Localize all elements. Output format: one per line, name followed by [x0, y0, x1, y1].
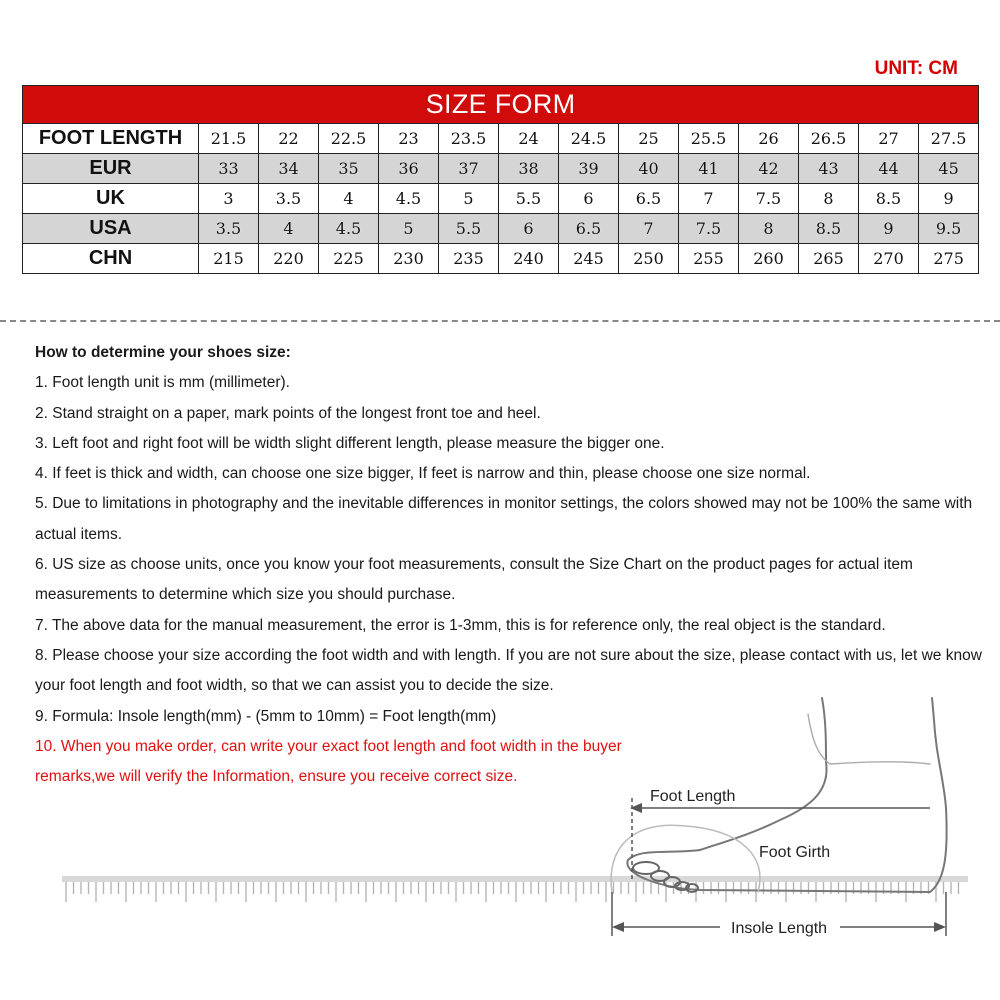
size-value: 41	[698, 159, 719, 178]
size-row-foot-length	[23, 124, 979, 154]
size-cell	[739, 184, 799, 214]
dashed-divider	[0, 320, 1000, 322]
size-cell	[259, 124, 319, 154]
table-title: SIZE FORM	[23, 86, 979, 124]
size-cell	[799, 244, 859, 274]
size-cell	[739, 154, 799, 184]
size-cell	[319, 214, 379, 244]
size-value: 265	[813, 249, 844, 268]
size-value: 7	[703, 189, 714, 208]
size-cell	[739, 244, 799, 274]
size-value: 33	[218, 159, 239, 178]
size-value: 42	[758, 159, 779, 178]
size-cell	[499, 184, 559, 214]
size-cell	[559, 184, 619, 214]
size-value: 23	[398, 129, 419, 148]
size-value: 8	[763, 219, 774, 238]
size-value: 25	[638, 129, 659, 148]
size-cell	[319, 124, 379, 154]
size-value: 9	[943, 189, 954, 208]
size-value: 8	[823, 189, 834, 208]
size-value: 260	[753, 249, 784, 268]
size-cell	[799, 124, 859, 154]
foot-girth-label: Foot Girth	[759, 844, 831, 861]
order-remark-note: 10. When you make order, can write your exact foot length and foot width in the buyer remarks,we will verify the Information, ensure you receive correct size.	[35, 737, 622, 786]
size-cell	[739, 214, 799, 244]
size-value: 240	[513, 249, 544, 268]
size-cell	[199, 244, 259, 274]
size-value: 4.5	[395, 189, 422, 208]
size-value: 3.5	[215, 219, 242, 238]
size-value: 24	[518, 129, 539, 148]
size-row-chn	[23, 244, 979, 274]
size-value: 34	[278, 159, 299, 178]
size-cell	[919, 214, 979, 244]
size-value: 38	[518, 159, 539, 178]
size-value: 6.5	[635, 189, 662, 208]
size-value: 27.5	[930, 129, 967, 148]
size-row-uk	[23, 184, 979, 214]
size-cell	[499, 214, 559, 244]
size-cell	[379, 154, 439, 184]
size-cell	[499, 154, 559, 184]
size-value: 8.5	[815, 219, 842, 238]
size-value: 37	[458, 159, 479, 178]
size-value: 235	[453, 249, 484, 268]
foot-length-label: Foot Length	[650, 788, 736, 805]
size-cell	[679, 154, 739, 184]
size-value: 275	[933, 249, 964, 268]
size-value: 43	[818, 159, 839, 178]
size-cell	[259, 244, 319, 274]
size-cell	[619, 154, 679, 184]
instruction-item: 8. Please choose your size according the foot width and with length. If you are not sure about the size, please contact with us, let we know your foot length and foot width, so that we can assist you to decide the size.	[35, 646, 982, 695]
size-value: 7.5	[755, 189, 782, 208]
size-cell	[919, 244, 979, 274]
size-value: 4	[283, 219, 294, 238]
size-value: 250	[633, 249, 664, 268]
size-cell	[259, 184, 319, 214]
row-label: USA	[23, 214, 199, 244]
size-cell	[439, 154, 499, 184]
unit-label: UNIT: CM	[874, 58, 958, 79]
size-value: 23.5	[450, 129, 487, 148]
size-cell	[559, 124, 619, 154]
size-cell	[199, 184, 259, 214]
size-value: 26	[758, 129, 779, 148]
ruler	[62, 876, 968, 902]
size-cell	[379, 184, 439, 214]
size-cell	[619, 184, 679, 214]
size-value: 39	[578, 159, 599, 178]
size-cell	[919, 154, 979, 184]
size-value: 44	[878, 159, 899, 178]
instructions-heading: How to determine your shoes size:	[35, 344, 291, 361]
size-value: 7	[643, 219, 654, 238]
size-value: 9	[883, 219, 894, 238]
size-cell	[799, 184, 859, 214]
size-cell	[439, 124, 499, 154]
instruction-item: 6. US size as choose units, once you know your foot measurements, consult the Size Chart on the product pages for actual item measurements to determine which size you should purchase.	[35, 556, 913, 604]
size-value: 230	[393, 249, 424, 268]
size-table	[22, 85, 979, 274]
size-row-usa	[23, 214, 979, 244]
size-value: 22.5	[330, 129, 367, 148]
size-value: 36	[398, 159, 419, 178]
size-value: 8.5	[875, 189, 902, 208]
size-value: 9.5	[935, 219, 962, 238]
size-cell	[259, 154, 319, 184]
size-value: 40	[638, 159, 659, 178]
size-cell	[859, 244, 919, 274]
size-cell	[679, 124, 739, 154]
size-cell	[199, 154, 259, 184]
foot-length-arrow	[630, 798, 930, 880]
size-cell	[739, 124, 799, 154]
size-cell	[799, 154, 859, 184]
size-cell	[859, 214, 919, 244]
size-cell	[559, 244, 619, 274]
size-cell	[619, 124, 679, 154]
size-cell	[919, 124, 979, 154]
size-value: 22	[278, 129, 299, 148]
size-value: 4.5	[335, 219, 362, 238]
size-value: 25.5	[690, 129, 727, 148]
size-value: 5.5	[455, 219, 482, 238]
size-value: 245	[573, 249, 604, 268]
size-value: 6	[523, 219, 534, 238]
size-value: 35	[338, 159, 359, 178]
size-value: 45	[938, 159, 959, 178]
instruction-item: 9. Formula: Insole length(mm) - (5mm to 10mm) = Foot length(mm)	[35, 707, 497, 725]
size-cell	[559, 154, 619, 184]
size-cell	[499, 124, 559, 154]
size-value: 225	[333, 249, 364, 268]
size-cell	[499, 244, 559, 274]
size-cell	[679, 184, 739, 214]
instruction-item: 5. Due to limitations in photography and the inevitable differences in monitor settings, the colors showed may not be 100% the same with actual items.	[35, 495, 973, 543]
instruction-item: 1. Foot length unit is mm (millimeter).	[35, 374, 290, 392]
foot-measurement-diagram	[0, 680, 1000, 1000]
size-value: 5	[463, 189, 474, 208]
instruction-item: 4. If feet is thick and width, can choose one size bigger, If feet is narrow and thin, please choose one size normal.	[35, 465, 811, 483]
row-label: CHN	[23, 244, 199, 274]
size-cell	[379, 214, 439, 244]
size-cell	[199, 124, 259, 154]
size-cell	[439, 244, 499, 274]
size-value: 255	[693, 249, 724, 268]
size-cell	[379, 124, 439, 154]
size-value: 21.5	[210, 129, 247, 148]
size-cell	[199, 214, 259, 244]
size-cell	[379, 244, 439, 274]
size-cell	[859, 154, 919, 184]
size-cell	[559, 214, 619, 244]
instruction-item: 2. Stand straight on a paper, mark points of the longest front toe and heel.	[35, 404, 541, 422]
size-value: 3.5	[275, 189, 302, 208]
size-cell	[859, 124, 919, 154]
row-label: UK	[23, 184, 199, 214]
size-cell	[859, 184, 919, 214]
size-cell	[919, 184, 979, 214]
size-value: 215	[213, 249, 244, 268]
size-cell	[679, 214, 739, 244]
size-cell	[439, 184, 499, 214]
size-value: 220	[273, 249, 304, 268]
size-cell	[439, 214, 499, 244]
row-label: FOOT LENGTH	[23, 124, 199, 154]
size-value: 6.5	[575, 219, 602, 238]
size-cell	[319, 184, 379, 214]
size-value: 7.5	[695, 219, 722, 238]
size-cell	[679, 244, 739, 274]
size-cell	[619, 244, 679, 274]
size-value: 5.5	[515, 189, 542, 208]
size-value: 26.5	[810, 129, 847, 148]
size-cell	[259, 214, 319, 244]
size-value: 4	[343, 189, 354, 208]
size-value: 24.5	[570, 129, 607, 148]
size-cell	[319, 244, 379, 274]
size-value: 6	[583, 189, 594, 208]
size-value: 270	[873, 249, 904, 268]
instruction-item: 3. Left foot and right foot will be width slight different length, please measure the bigger one.	[35, 434, 665, 452]
size-cell	[319, 154, 379, 184]
size-value: 27	[878, 129, 899, 148]
instruction-item: 7. The above data for the manual measurement, the error is 1-3mm, this is for reference only, the real object is the standard.	[35, 616, 886, 634]
size-row-eur	[23, 154, 979, 184]
size-cell	[799, 214, 859, 244]
size-cell	[619, 214, 679, 244]
size-value: 3	[223, 189, 234, 208]
row-label: EUR	[23, 154, 199, 184]
size-value: 5	[403, 219, 414, 238]
insole-length-label: Insole Length	[731, 920, 828, 937]
